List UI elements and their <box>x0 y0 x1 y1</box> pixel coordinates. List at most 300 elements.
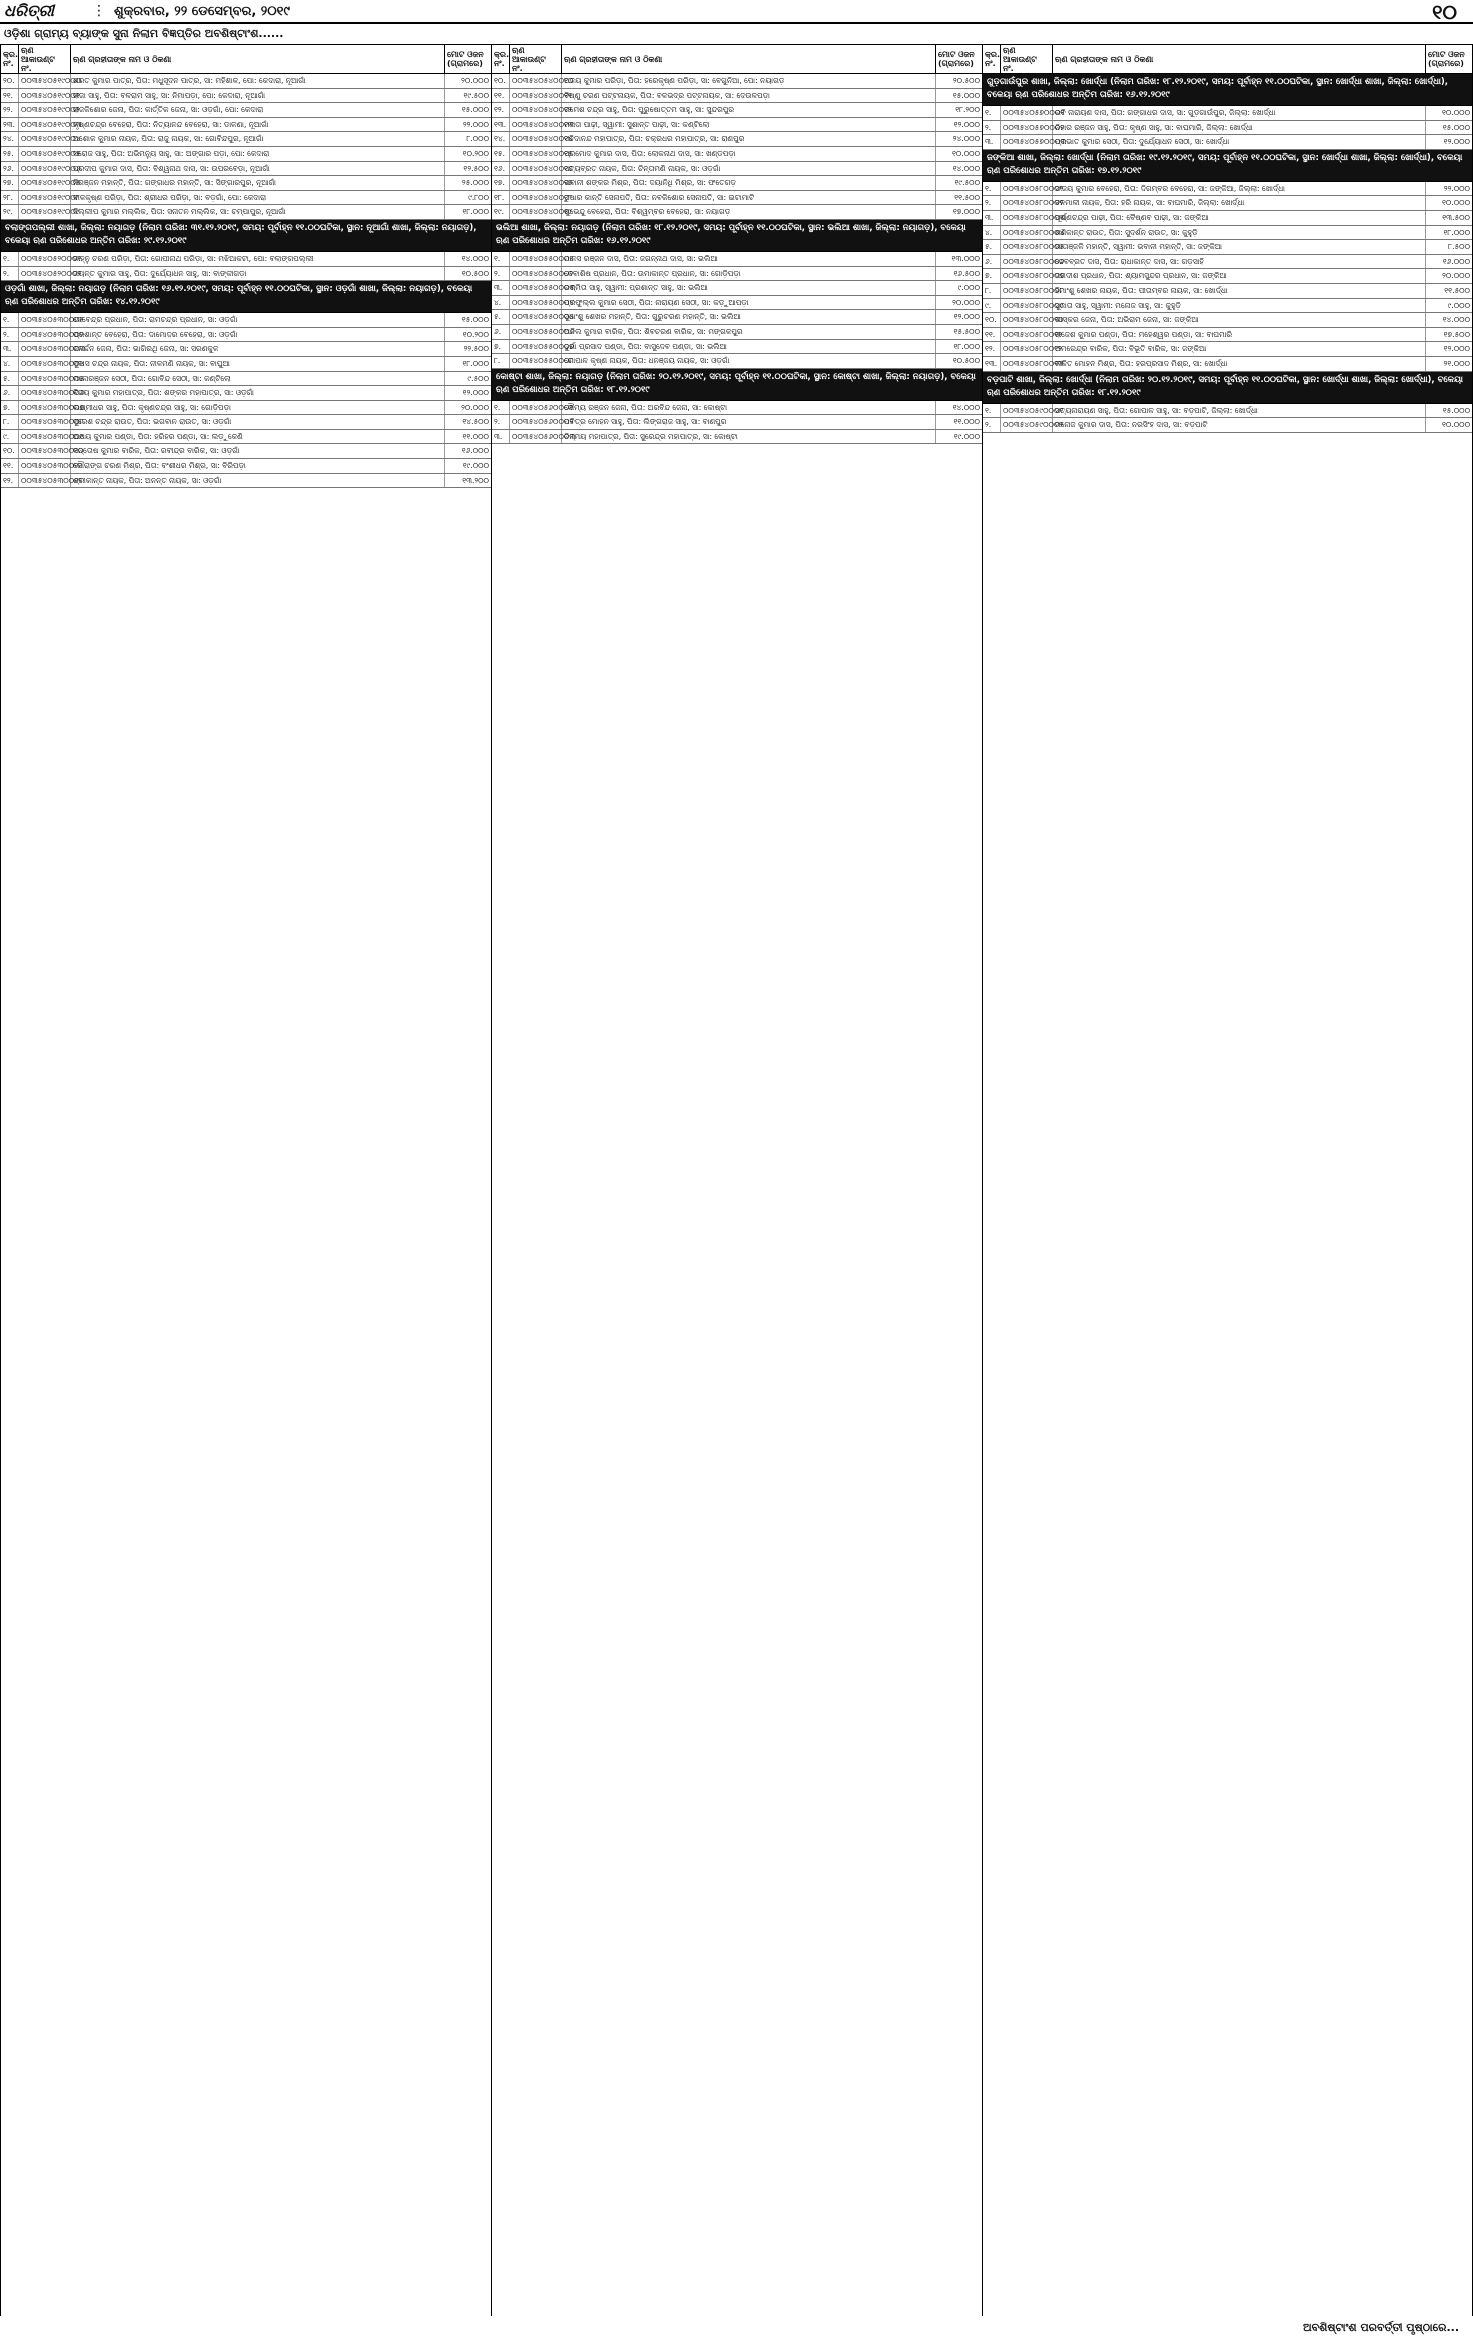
cell-weight: ୧୮.୦୦୦ <box>1443 227 1470 237</box>
table-row <box>1 342 491 357</box>
table-row <box>492 415 982 430</box>
cell-serial: ୭. <box>983 269 1001 283</box>
cell-name: ସତ୍ୟବ୍ରତ ନାୟକ, ପିତା: ଚିନ୍ତାମଣି ନାୟକ, ସା: ଓଡ଼ଗାଁ <box>562 162 936 176</box>
header-weight: ମୋଟ ଓଜନ (ଗ୍ରାମରେ) <box>938 50 975 68</box>
cell-name: ରଶ୍ମିତା ସାହୁ, ସ୍ୱାମୀ: ପ୍ରଶାନ୍ତ ସାହୁ, ସା: ଭଲିଆ <box>562 281 936 295</box>
cell-name: ହିମାଂଶୁ ଶେଖର ନାୟକ, ପିତା: ପୀତାମ୍ବର ନାୟକ, ସା: ଖୋର୍ଦ୍ଧା <box>1053 284 1426 298</box>
cell-account: ୦୦୩୫୪୦୫୮୦୦୦୩ <box>1001 211 1053 225</box>
cell-account: ୦୦୩୫୪୦୫୮୦୦୦୫ <box>1001 240 1053 254</box>
cell-serial: ୨୯. <box>1 205 19 219</box>
cell-weight: ୧୯.୫୦୦ <box>954 178 980 188</box>
cell-serial: ୧୭. <box>492 176 510 190</box>
cell-serial: ୮. <box>1 415 19 429</box>
header-account: ଋଣ ଆକାଉଣ୍ଟ ନଂ. <box>19 45 71 73</box>
cell-serial: ୧୨. <box>1 474 19 488</box>
cell-weight: ୨୧.୦୦୦ <box>1443 358 1470 368</box>
cell-serial: ୧୩. <box>983 357 1001 371</box>
cell-account: ୦୦୩୫୪୦୫୬୦୦୦୨ <box>510 415 562 429</box>
table-row <box>1 205 491 220</box>
cell-serial: ୫. <box>1 372 19 386</box>
table-row <box>983 269 1472 284</box>
cell-account: ୦୦୩୫୪୦୫୧୯୦୦୪ <box>19 132 71 146</box>
header-name: ଋଣ ଗ୍ରହୀତାଙ୍କ ନାମ ଓ ଠିକଣା <box>562 45 936 73</box>
cell-serial: ୨୭. <box>1 176 19 190</box>
cell-account: ୦୦୩୫୪୦୫୪୦୦୧୦ <box>510 74 562 88</box>
cell-serial: ୨୩. <box>1 118 19 132</box>
table-row <box>983 106 1472 121</box>
cell-weight: ୧୦.୫୦୦ <box>461 268 489 278</box>
cell-serial: ୧୧. <box>492 89 510 103</box>
cell-weight: ୧୦.୫୦୦ <box>952 356 980 366</box>
cell-account: ୦୦୩୫୪୦୫୮୦୦୧୧ <box>1001 328 1053 342</box>
cell-account: ୦୦୩୫୪୦୫୮୦୦୧୦ <box>1001 313 1053 327</box>
cell-serial: ୧୨. <box>983 342 1001 356</box>
cell-name: ସତ୍ୟନାରାୟଣ ସାହୁ, ପିତା: ଗୋପାଳ ସାହୁ, ସା: ବଡ଼ପାଟି, ଜିଲ୍ଲା: ଖୋର୍ଦ୍ଧା <box>1053 404 1426 418</box>
cell-name: ଦିଲ୍ଲୀପ କୁମାର ମଲ୍ଲିକ, ପିତା: ସନାତନ ମଲ୍ଲିକ, ସା: ଚମ୍ପାପୁର, ନୂଆଗାଁ <box>71 205 445 219</box>
header-serial: କ୍ର. ନଂ. <box>492 45 510 73</box>
cell-serial: ୧. <box>983 404 1001 418</box>
cell-weight: ୧୫.୦୦୦ <box>1442 122 1470 132</box>
cell-account: ୦୦୩୫୪୦୫୧୯୦୦୮ <box>19 191 71 205</box>
cell-weight: ୨୦.୦୦୦ <box>1442 271 1470 281</box>
cell-serial: ୨. <box>492 415 510 429</box>
cell-weight: ୧୫.୦୦୦ <box>461 105 489 115</box>
cell-weight: ୨୨.୦୦୦ <box>1443 183 1470 193</box>
cell-name: ରାଜକିଶୋର ଜେନା, ପିତା: କାର୍ତ୍ତିକ ଜେନା, ସା: ଓଡ଼ଗାଁ, ପୋ: କେଦାରା <box>71 103 445 117</box>
cell-weight: ୯.୫୦୦ <box>467 373 489 383</box>
cell-account: ୦୦୩୫୪୦୫୧୯୦୦୧ <box>19 89 71 103</box>
cell-weight: ୧୫.୦୦୦ <box>1442 405 1470 415</box>
cell-weight: ୧୦.୦୦୦ <box>1441 108 1470 117</box>
table-row <box>983 240 1472 255</box>
cell-account: ୦୦୩୫୪୦୫୧୯୦୦୦ <box>19 74 71 88</box>
table-row <box>983 342 1472 357</box>
cell-name: ଗୀତାଞ୍ଜଳି ମହାନ୍ତି, ସ୍ୱାମୀ: ଭବାନୀ ମହାନ୍ତି, ସା: ଜଙ୍କିଆ <box>1053 240 1426 254</box>
header-weight: ମୋଟ ଓଜନ (ଗ୍ରାମରେ) <box>447 50 484 68</box>
cell-serial: ୧୯. <box>492 205 510 219</box>
cell-weight: ୧୮.୨୦୦ <box>955 105 980 115</box>
cell-serial: ୨୧. <box>1 89 19 103</box>
cell-serial: ୭. <box>1 401 19 415</box>
cell-account: ୦୦୩୫୪୦୫୧୯୦୦୯ <box>19 205 71 219</box>
table-header <box>983 44 1472 74</box>
table-header <box>1 44 491 74</box>
table-row <box>492 205 982 220</box>
table-row <box>1 252 491 267</box>
cell-account: ୦୦୩୫୪୦୫୧୯୦୦୨ <box>19 103 71 117</box>
cell-name: ସୁବାସ ଚନ୍ଦ୍ର ନାୟକ, ପିତା: ନୀଳମଣି ନାୟକ, ସା: ବାଘୁଆ <box>71 357 445 371</box>
cell-name: ମମତା ପାଢ଼ୀ, ସ୍ୱାମୀ: ସୁଶାନ୍ତ ପାଢ଼ୀ, ସା: କଣ୍ଟିଲୋ <box>562 118 936 132</box>
cell-name: ପ୍ରଦୀପ କୁମାର ଦାସ, ପିତା: ବିଶ୍ୱନାଥ ଦାସ, ସା: ଉପରବେଡ଼ା, ନୂଆଗାଁ <box>71 162 445 176</box>
cell-weight: ୧୦.୨୦୦ <box>462 148 489 158</box>
cell-name: ମନୋଜ କୁମାର ଦାସ, ପିତା: ନରସିଂହ ଦାସ, ସା: ବଡ଼ପାଟି <box>1053 418 1426 432</box>
cell-serial: ୮. <box>492 354 510 368</box>
cell-account: ୦୦୩୫୪୦୫୮୦୦୦୯ <box>1001 299 1053 313</box>
cell-account: ୦୦୩୫୪୦୫୪୦୦୧୪ <box>510 132 562 146</box>
table-row <box>983 404 1472 419</box>
cell-name: ଗୌରାଙ୍ଗ ଚରଣ ମିଶ୍ର, ପିତା: ବଂଶୀଧର ମିଶ୍ର, ସା: ବିରିପଡ଼ା <box>71 459 445 473</box>
cell-name: ରାଜା ସାହୁ, ପିତା: ବଳରାମ ସାହୁ, ସା: ନିମାପଡ଼ା, ପୋ: କେଦାରା, ନୂଆଗାଁ <box>71 89 445 103</box>
cell-account: ୦୦୩୫୪୦୫୮୦୦୦୧ <box>1001 182 1053 196</box>
cell-weight: ୨୦.୦୦୦ <box>952 297 980 307</box>
cell-account: ୦୦୩୫୪୦୫୫୦୦୦୮ <box>510 354 562 368</box>
cell-name: ରମେଶ ଚନ୍ଦ୍ର ସାହୁ, ପିତା: ପୁରୁଷୋତ୍ତମ ସାହୁ, ସା: ସୁନ୍ଦରପୁର <box>562 103 936 117</box>
cell-weight: ୧୯.୦୦୦ <box>953 431 980 441</box>
cell-name: ଅଶୋକ କୁମାର ନାୟକ, ପିତା: ରାଜୁ ନାୟକ, ସା: ଗୋବିନ୍ଦପୁର, ନୂଆଗାଁ <box>71 132 445 146</box>
table-row <box>983 284 1472 299</box>
cell-serial: ୩. <box>1 342 19 356</box>
cell-name: ଅନିଲ କୁମାର ବାରିକ, ପିତା: ଶିବଚରଣ ବାରିକ, ସା: ମଙ୍ଗଳପୁର <box>562 325 936 339</box>
table-row <box>492 325 982 340</box>
cell-serial: ୧୧. <box>983 328 1001 342</box>
header-account: ଋଣ ଆକାଉଣ୍ଟ ନଂ. <box>1001 45 1053 73</box>
cell-name: ପ୍ରଫୁଲ୍ଲ କୁମାର ସେଠୀ, ପିତା: ନାରାୟଣ ସେଠୀ, ସା: କଡ଼ୁଆପଡ଼ା <box>562 296 936 310</box>
cell-name: ସଂଜୟ କୁମାର ବେହେରା, ପିତା: ଦିଗମ୍ବର ବେହେରା, ସା: ଜଙ୍କିଆ, ଜିଲ୍ଲା: ଖୋର୍ଦ୍ଧା <box>1053 182 1426 196</box>
cell-serial: ୧. <box>1 252 19 266</box>
cell-account: ୦୦୩୫୪୦୫୬୦୦୦୧ <box>510 401 562 415</box>
cell-account: ୦୦୩୫୪୦୫୩୦୦୦୨ <box>19 328 71 342</box>
masthead <box>0 0 1473 24</box>
cell-account: ୦୦୩୫୪୦୫୪୦୦୧୨ <box>510 103 562 117</box>
cell-name: ପ୍ରମୋଦ କୁମାର ଦାସ, ପିତା: ଲୋକନାଥ ଦାସ, ସା: ଖଣ୍ଡପଡ଼ା <box>562 147 936 161</box>
branch-banner: ଜଙ୍କିଆ ଶାଖା, ଜିଲ୍ଲା: ଖୋର୍ଦ୍ଧା (ନିଲାମ ତାରିଖ: ୧୯.୧୨.୨୦୧୯, ସମୟ: ପୂର୍ବାହ୍ନ ୧୧.୦୦ଘଟିକା, ସ୍ଥାନ: ଖୋର୍ଦ୍ଧା ଶାଖା, ଜିଲ୍ଲା: ଖୋର୍ଦ୍ଧା), ବକେୟା ଋଣ ପରିଶୋଧର ଅନ୍ତିମ ତାରିଖ: ୧୭.୧୨.୨୦୧୯ <box>983 150 1472 182</box>
cell-weight: ୧୧.୦୦୦ <box>953 417 980 427</box>
cell-serial: ୩. <box>983 135 1001 149</box>
branch-banner: ଭଲିଆ ଶାଖା, ଜିଲ୍ଲା: ନୟାଗଡ଼ (ନିଲାମ ତାରିଖ: ୧୮.୧୨.୨୦୧୯, ସମୟ: ପୂର୍ବାହ୍ନ ୧୧.୦୦ଘଟିକା, ସ୍ଥାନ: ଭଲିଆ ଶାଖା, ଜିଲ୍ଲା: ନୟାଗଡ଼), ବକେୟା ଋଣ ପରିଶୋଧର ଅନ୍ତିମ ତାରିଖ: ୧୬.୧୨.୨୦୧୯ <box>492 220 982 252</box>
table-row <box>1 430 491 445</box>
cell-account: ୦୦୩୫୪୦୫୩୦୦୧୧ <box>19 459 71 473</box>
cell-account: ୦୦୩୫୪୦୫୪୦୦୧୭ <box>510 176 562 190</box>
cell-weight: ୧୬.୦୦୦ <box>461 446 489 456</box>
cell-name: ଚିନ୍ମୟ ମହାପାତ୍ର, ପିତା: ସୁରେନ୍ଦ୍ର ମହାପାତ୍ର, ସା: କୋଷ୍ଟା <box>562 430 936 444</box>
newspaper-logo: ଧରିତ୍ରୀ <box>4 1 54 20</box>
cell-account: ୦୦୩୫୪୦୫୨୦୦୦୧ <box>19 252 71 266</box>
header-name: ଋଣ ଗ୍ରହୀତାଙ୍କ ନାମ ଓ ଠିକଣା <box>71 45 445 73</box>
table-row <box>983 299 1472 314</box>
cell-account: ୦୦୩୫୪୦୫୮୦୦୧୩ <box>1001 357 1053 371</box>
cell-weight: ୧୧.୦୦୦ <box>462 431 489 441</box>
cell-weight: ୧୨.୫୦୦ <box>463 163 489 173</box>
cell-account: ୦୦୩୫୪୦୫୧୯୦୦୩ <box>19 118 71 132</box>
table-row <box>1 74 491 89</box>
table-header <box>492 44 982 74</box>
cell-weight: ୧୪.୦୦୦ <box>461 253 489 263</box>
cell-serial: ୧. <box>983 182 1001 196</box>
table-row <box>492 267 982 282</box>
cell-serial: ୧୨. <box>492 103 510 117</box>
cell-serial: ୨୮. <box>1 191 19 205</box>
cell-account: ୦୦୩୫୪୦୫୭୦୦୦୩ <box>1001 135 1053 149</box>
table-row <box>1 267 491 282</box>
cell-weight: ୧୭.୦୦୦ <box>952 207 980 217</box>
cell-account: ୦୦୩୫୪୦୫୩୦୦୧୦ <box>19 444 71 458</box>
cell-name: ପୂର୍ଣ୍ଣଚନ୍ଦ୍ର ପାଢ଼ୀ, ପିତା: ବୈଷ୍ଣବ ପାଢ଼ୀ, ସା: ଜଙ୍କିଆ <box>1053 211 1426 225</box>
cell-account: ୦୦୩୫୪୦୫୪୦୦୧୩ <box>510 118 562 132</box>
header-account: ଋଣ ଆକାଉଣ୍ଟ ନଂ. <box>510 45 562 73</box>
cell-account: ୦୦୩୫୪୦୫୪୦୦୧୮ <box>510 191 562 205</box>
cell-weight: ୧୮.୦୦୦ <box>462 358 489 368</box>
cell-account: ୦୦୩୫୪୦୫୬୦୦୦୩ <box>510 430 562 444</box>
table-row <box>492 191 982 206</box>
cell-weight: ୧୬.୫୦୦ <box>953 268 980 278</box>
cell-weight: ୧୦.୦୦୦ <box>1441 420 1470 430</box>
cell-account: ୦୦୩୫୪୦୫୪୦୦୧୬ <box>510 162 562 176</box>
cell-weight: ୧୦.୨୦୦ <box>462 329 489 339</box>
cell-serial: ୪. <box>1 357 19 371</box>
cell-name: ପ୍ରଭାତ କୁମାର ସେଠୀ, ପିତା: ଦୁର୍ଯ୍ୟୋଧନ ସେଠୀ, ସା: ଖୋର୍ଦ୍ଧା <box>1053 135 1426 149</box>
cell-serial: ୨. <box>983 121 1001 135</box>
cell-weight: ୧୨.୦୦୦ <box>462 388 489 398</box>
cell-serial: ୨୦. <box>1 74 19 88</box>
cell-serial: ୯. <box>1 430 19 444</box>
cell-weight: ୧୭.୫୦୦ <box>1443 329 1470 339</box>
cell-name: ରାଜେଶ କୁମାର ପଣ୍ଡା, ପିତା: ମହେଶ୍ୱର ପଣ୍ଡା, ସା: ବାଘମାରି <box>1053 328 1426 342</box>
table-row <box>492 132 982 147</box>
cell-serial: ୨. <box>1 267 19 281</box>
cell-account: ୦୦୩୫୪୦୫୭୦୦୦୧ <box>1001 106 1053 120</box>
cell-serial: ୯. <box>983 299 1001 313</box>
cell-weight: ୧୫.୦୦୦ <box>461 315 489 325</box>
cell-serial: ୬. <box>1 386 19 400</box>
header-serial: କ୍ର. ନଂ. <box>983 45 1001 73</box>
cell-account: ୦୦୩୫୪୦୫୩୦୦୦୬ <box>19 386 71 400</box>
cell-serial: ୭. <box>492 340 510 354</box>
cell-weight: ୧୮.୦୦୦ <box>462 207 489 217</box>
cell-account: ୦୦୩୫୪୦୫୩୦୦୧୨ <box>19 474 71 488</box>
branch-banner: ବଲାଙ୍ଗପଲ୍ଲୀ ଶାଖା, ଜିଲ୍ଲା: ନୟାଗଡ଼ (ନିଲାମ ତାରିଖ: ୩୧.୧୨.୨୦୧୯, ସମୟ: ପୂର୍ବାହ୍ନ ୧୧.୦୦ଘଟିକା, ସ୍ଥାନ: ନୂଆଗାଁ ଶାଖା, ଜିଲ୍ଲା: ନୟାଗଡ଼), ବକେୟା ଋଣ ପରିଶୋଧର ଅନ୍ତିମ ତାରିଖ: ୨୯.୧୨.୨୦୧୯ <box>1 220 491 252</box>
cell-account: ୦୦୩୫୪୦୫୩୦୦୦୫ <box>19 372 71 386</box>
cell-name: ନିରଞ୍ଜନ ମହାନ୍ତି, ପିତା: ଗଙ୍ଗାଧର ମହାନ୍ତି, ସା: ସିଙ୍ଗାରପୁର, ନୂଆଗାଁ <box>71 176 445 190</box>
table-row <box>1 118 491 133</box>
cell-name: ଶଶିକାନ୍ତ ରାଉତ, ପିତା: ସୁଦର୍ଶନ ରାଉତ, ସା: କୁହୁଡ଼ି <box>1053 226 1426 240</box>
table-row <box>1 191 491 206</box>
cell-account: ୦୦୩୫୪୦୫୩୦୦୦୧ <box>19 313 71 327</box>
cell-account: ୦୦୩୫୪୦୫୫୦୦୦୩ <box>510 281 562 295</box>
cell-serial: ୬. <box>492 325 510 339</box>
cell-account: ୦୦୩୫୪୦୫୫୦୦୦୧ <box>510 252 562 266</box>
cell-serial: ୧୫. <box>492 147 510 161</box>
cell-weight: ୨୪.୦୦୦ <box>952 134 980 144</box>
table-row <box>1 357 491 372</box>
table-row <box>1 372 491 387</box>
table-row <box>983 357 1472 372</box>
branch-banner: ଓଡ଼ଗାଁ ଶାଖା, ଜିଲ୍ଲା: ନୟାଗଡ଼ (ନିଲାମ ତାରିଖ: ୧୬.୧୨.୨୦୧୯, ସମୟ: ପୂର୍ବାହ୍ନ ୧୧.୦୦ଘଟିକା, ସ୍ଥାନ: ଓଡ଼ଗାଁ ଶାଖା, ଜିଲ୍ଲା: ନୟାଗଡ଼), ବକେୟା ଋଣ ପରିଶୋଧର ଅନ୍ତିମ ତାରିଖ: ୧୪.୧୨.୨୦୧୯ <box>1 281 491 313</box>
cell-name: ଅକ୍ଷୟ କୁମାର ପଣ୍ଡା, ପିତା: ହରିହର ପଣ୍ଡା, ସା: ଲଡ଼ୁକେଣି <box>71 430 445 444</box>
cell-account: ୦୦୩୫୪୦୫୪୦୦୧୫ <box>510 147 562 161</box>
branch-banner: ବଡ଼ପାଟି ଶାଖା, ଜିଲ୍ଲା: ଖୋର୍ଦ୍ଧା (ନିଲାମ ତାରିଖ: ୨୦.୧୨.୨୦୧୯, ସମୟ: ପୂର୍ବାହ୍ନ ୧୧.୦୦ଘଟିକା, ସ୍ଥାନ: ଖୋର୍ଦ୍ଧା ଶାଖା, ଜିଲ୍ଲା: ଖୋର୍ଦ୍ଧା), ବକେୟା ଋଣ ପରିଶୋଧର ଅନ୍ତିମ ତାରିଖ: ୧୮.୧୨.୨୦୧୯ <box>983 372 1472 404</box>
cell-name: ଭାସ୍କର ଜେନା, ପିତା: ଅଭିରାମ ଜେନା, ସା: ଜଙ୍କିଆ <box>1053 313 1426 327</box>
cell-name: ଜନାର୍ଦ୍ଦନ ଜେନା, ପିତା: ଭାଗିରଥି ଜେନା, ସା: ସରଣକୁଳ <box>71 342 445 356</box>
cell-weight: ୨୨.୫୦୦ <box>463 344 489 354</box>
header-name: ଋଣ ଗ୍ରହୀତାଙ୍କ ନାମ ଓ ଠିକଣା <box>1053 45 1426 73</box>
cell-serial: ୨୫. <box>1 147 19 161</box>
cell-account: ୦୦୩୫୪୦୫୮୦୦୦୭ <box>1001 269 1053 283</box>
cell-serial: ୪. <box>492 296 510 310</box>
cell-name: ବନମାଳୀ ନାୟକ, ପିତା: ହରି ନାୟକ, ସା: ବାଘମାରି, ଜିଲ୍ଲା: ଖୋର୍ଦ୍ଧା <box>1053 196 1426 210</box>
table-row <box>1 444 491 459</box>
table-row <box>983 121 1472 136</box>
cell-weight: ୧୧.୫୦୦ <box>954 192 980 202</box>
cell-weight: ୧୩.୦୦୦ <box>951 253 980 263</box>
cell-weight: ୧୯.୦୦୦ <box>462 461 489 471</box>
cell-name: ଭବାନୀ ଶଙ୍କର ମିଶ୍ର, ପିତା: ଦୟାନିଧି ମିଶ୍ର, ସା: ଫତେଗଡ଼ <box>562 176 936 190</box>
cell-account: ୦୦୩୫୪୦୫୫୦୦୦୪ <box>510 296 562 310</box>
cell-account: ୦୦୩୫୪୦୫୩୦୦୦୯ <box>19 430 71 444</box>
cell-weight: ୯.୦୦୦ <box>957 283 980 293</box>
cell-weight: ୧୨.୦୦୦ <box>953 312 980 322</box>
cell-weight: ୨୦.୦୦୦ <box>461 76 489 85</box>
cell-account: ୦୦୩୫୪୦୫୯୦୦୦୧ <box>1001 404 1053 418</box>
table-row <box>983 255 1472 270</box>
cell-name: ଶୁଭେନ୍ଦୁ ବେହେରା, ପିତା: ବିଶ୍ୱମ୍ବର ବେହେରା, ସା: ନୟାଗଡ଼ <box>562 205 936 219</box>
cell-weight: ୧୬.୦୦୦ <box>1442 256 1470 266</box>
cell-account: ୦୦୩୫୪୦୫୯୦୦୦୨ <box>1001 418 1053 432</box>
cell-weight: ୨୦.୦୦୦ <box>461 402 489 412</box>
cell-serial: ୨. <box>1 328 19 342</box>
cell-weight: ୧୨.୦୦୦ <box>1443 137 1470 147</box>
table-row <box>492 74 982 89</box>
cell-serial: ୨୨. <box>1 103 19 117</box>
cell-weight: ୨୨.୦୦୦ <box>462 119 489 129</box>
cell-name: ସନ୍ତୋଷ କୁମାର ବାରିକ, ପିତା: ରବୀନ୍ଦ୍ର ବାରିକ, ସା: ଓଡ଼ଗାଁ <box>71 444 445 458</box>
cell-serial: ୩. <box>983 211 1001 225</box>
cell-account: ୦୦୩୫୪୦୫୩୦୦୦୭ <box>19 401 71 415</box>
table-row <box>492 176 982 191</box>
table-row <box>983 328 1472 343</box>
table-row <box>1 328 491 343</box>
cell-weight: ୮.୫୦୦ <box>1448 242 1470 252</box>
cell-account: ୦୦୩୫୪୦୫୩୦୦୦୮ <box>19 415 71 429</box>
cell-account: ୦୦୩୫୪୦୫୮୦୦୦୪ <box>1001 226 1053 240</box>
table-row <box>1 132 491 147</box>
cell-name: ପବିତ୍ର ମୋହନ ସାହୁ, ପିତା: ଲିଙ୍ଗରାଜ ସାହୁ, ସା: ବାଣପୁର <box>562 415 936 429</box>
cell-weight: ୧୦.୦୦୦ <box>1441 198 1470 208</box>
table-row <box>1 474 491 489</box>
table-row <box>1 103 491 118</box>
masthead-date: ଶୁକ୍ରବାର, ୨୨ ଡେସେମ୍ବର, ୨୦୧୯ <box>114 3 290 19</box>
table-row <box>983 182 1472 197</box>
cell-weight: ୧୯.୫୦୦ <box>463 90 489 100</box>
masthead-separator: ⋮ <box>92 3 106 19</box>
cell-name: ନିହାର ରଞ୍ଜନ ସାହୁ, ପିତା: କୃଷ୍ଣ ସାହୁ, ସା: ବାଘମାରି, ଜିଲ୍ଲା: ଖୋର୍ଦ୍ଧା <box>1053 121 1426 135</box>
cell-name: ପ୍ରଶାନ୍ତ ବେହେରା, ପିତା: ଦାମୋଦର ବେହେରା, ସା: ଓଡ଼ଗାଁ <box>71 328 445 342</box>
cell-weight: ୧୪.୦୦୦ <box>952 163 980 173</box>
cell-serial: ୮. <box>983 284 1001 298</box>
cell-name: ଦେବାଶିଷ ପ୍ରଧାନ, ପିତା: ଉମାକାନ୍ତ ପ୍ରଧାନ, ସା: ଗୋଡ଼ିପଡ଼ା <box>562 267 936 281</box>
cell-name: ସୁଜାତା ସାହୁ, ସ୍ୱାମୀ: ମନୋଜ ସାହୁ, ସା: କୁହୁଡ଼ି <box>1053 299 1426 313</box>
cell-account: ୦୦୩୫୪୦୫୩୦୦୦୩ <box>19 342 71 356</box>
notice-column <box>982 44 1473 2316</box>
cell-serial: ୨. <box>983 196 1001 210</box>
table-row <box>492 89 982 104</box>
cell-name: ଅଜୟ କୁମାର ପରିଡ଼ା, ପିତା: ହରେକୃଷ୍ଣ ପରିଡ଼ା, ସା: ବେଗୁନିଆ, ପୋ: ନୟାଗଡ଼ <box>562 74 936 88</box>
cell-serial: ୧୩. <box>492 118 510 132</box>
cell-serial: ୧୧. <box>1 459 19 473</box>
cell-serial: ୫. <box>983 240 1001 254</box>
cell-account: ୦୦୩୫୪୦୫୮୦୦୦୨ <box>1001 196 1053 210</box>
cell-serial: ୧୮. <box>492 191 510 205</box>
cell-name: ବାଳକୃଷ୍ଣ ପରିଡ଼ା, ପିତା: ଶ୍ରୀଧର ପରିଡ଼ା, ସା: ବଡ଼ଗାଁ, ପୋ: କେଦାରା <box>71 191 445 205</box>
cell-name: କୃଷ୍ଣଚନ୍ଦ୍ର ବେହେରା, ପିତା: ନିତ୍ୟାନନ୍ଦ ବେହେରା, ସା: ଡାଳଣା, ନୂଆଗାଁ <box>71 118 445 132</box>
branch-banner: ଗୁଡ଼ଗାଉଁପୁର ଶାଖା, ଜିଲ୍ଲା: ଖୋର୍ଦ୍ଧା (ନିଲାମ ତାରିଖ: ୧୮.୧୨.୨୦୧୯, ସମୟ: ପୂର୍ବାହ୍ନ ୧୧.୦୦ଘଟିକା, ସ୍ଥାନ: ଖୋର୍ଦ୍ଧା ଶାଖା, ଜିଲ୍ଲା: ଖୋର୍ଦ୍ଧା), ବକେୟା ଋଣ ପରିଶୋଧର ଅନ୍ତିମ ତାରିଖ: ୧୬.୧୨.୨୦୧୯ <box>983 74 1472 106</box>
cell-name: ଦେବେନ୍ଦ୍ର ପ୍ରଧାନ, ପିତା: ରାମଚନ୍ଦ୍ର ପ୍ରଧାନ, ସା: ଓଡ଼ଗାଁ <box>71 313 445 327</box>
table-row <box>983 418 1472 433</box>
cell-weight: ୮.୦୦୦ <box>466 134 489 144</box>
table-row <box>492 162 982 177</box>
table-row <box>492 401 982 416</box>
cell-weight: ୨୫.୦୦୦ <box>461 178 489 188</box>
table-row <box>492 281 982 296</box>
cell-name: ସୁଧାଂଶୁ ଶେଖର ମହାନ୍ତି, ପିତା: ଗୁରୁଚରଣ ମହାନ୍ତି, ସା: ଭଲିଆ <box>562 310 936 324</box>
header-serial: କ୍ର. ନଂ. <box>1 45 19 73</box>
table-row <box>1 313 491 328</box>
cell-serial: ୧୪. <box>492 132 510 146</box>
cell-account: ୦୦୩୫୪୦୫୪୦୦୧୧ <box>510 89 562 103</box>
cell-account: ୦୦୩୫୪୦୫୫୦୦୦୨ <box>510 267 562 281</box>
notice-columns <box>0 44 1473 2316</box>
cell-serial: ୩. <box>492 281 510 295</box>
table-row <box>983 226 1472 241</box>
cell-name: ସଚ୍ଚିଦାନନ୍ଦ ମହାପାତ୍ର, ପିତା: ଚକ୍ରଧର ମହାପାତ୍ର, ସା: ରାଣପୁର <box>562 132 936 146</box>
page-number: ୧୦ <box>1432 0 1457 24</box>
cell-account: ୦୦୩୫୪୦୫୪୦୦୧୯ <box>510 205 562 219</box>
cell-serial: ୧୬. <box>492 162 510 176</box>
cell-serial: ୩. <box>492 430 510 444</box>
cell-account: ୦୦୩୫୪୦୫୮୦୦୦୬ <box>1001 255 1053 269</box>
cell-serial: ୨. <box>492 267 510 281</box>
table-row <box>983 135 1472 150</box>
branch-banner: କୋଷ୍ଟା ଶାଖା, ଜିଲ୍ଲା: ନୟାଗଡ଼ (ନିଲାମ ତାରିଖ: ୨୦.୧୨.୨୦୧୯, ସମୟ: ପୂର୍ବାହ୍ନ ୧୧.୦୦ଘଟିକା, ସ୍ଥାନ: କୋଷ୍ଟା ଶାଖା, ଜିଲ୍ଲା: ନୟାଗଡ଼), ବକେୟା ଋଣ ପରିଶୋଧର ଅନ୍ତିମ ତାରିଖ: ୧୮.୧୨.୨୦୧୯ <box>492 369 982 401</box>
table-row <box>1 401 491 416</box>
cell-name: ଦୁର୍ଗା ପ୍ରସାଦ ପଣ୍ଡା, ପିତା: ବାସୁଦେବ ପଣ୍ଡା, ସା: ଭଲିଆ <box>562 340 936 354</box>
notice-column <box>0 44 491 2316</box>
table-row <box>492 296 982 311</box>
cell-name: ସୁରେଶ ଚନ୍ଦ୍ର ରାଉତ, ପିତା: ଭଗବାନ ରାଉତ, ସା: ଓଡ଼ଗାଁ <box>71 415 445 429</box>
cell-serial: ୫. <box>492 310 510 324</box>
cell-serial: ୧୦. <box>492 74 510 88</box>
table-row <box>492 430 982 445</box>
cell-serial: ୨୬. <box>1 162 19 176</box>
table-row <box>492 252 982 267</box>
cell-name: ଲକ୍ଷ୍ମୀଧର ସାହୁ, ପିତା: କୃଷ୍ଣଚନ୍ଦ୍ର ସାହୁ, ସା: ଗୋଡ଼ିପଡ଼ା <box>71 401 445 415</box>
cell-serial: ୧. <box>492 252 510 266</box>
cell-serial: ୧. <box>492 401 510 415</box>
cell-name: ତୁଷାର କାନ୍ତି ସେନାପତି, ପିତା: ନବକିଶୋର ସେନାପତି, ସା: ଇଟାମାଟି <box>562 191 936 205</box>
cell-serial: ୬. <box>983 255 1001 269</box>
continued-footer: ଅବଶିଷ୍ଟାଂଶ ପରବର୍ତ୍ତୀ ପୃଷ୍ଠାରେ... <box>1302 2321 1459 2334</box>
cell-weight: ୧୨.୦୦୦ <box>953 119 980 129</box>
table-row <box>983 313 1472 328</box>
table-row <box>1 176 491 191</box>
cell-name: ବିଜୟ କୁମାର ମହାପାତ୍ର, ପିତା: ଶଙ୍କର ମହାପାତ୍ର, ସା: ଓଡ଼ଗାଁ <box>71 386 445 400</box>
cell-name: ଗୋପାଳ କୃଷ୍ଣ ନାୟକ, ପିତା: ଧନଞ୍ଜୟ ନାୟକ, ସା: ଓଡ଼ଗାଁ <box>562 354 936 368</box>
cell-account: ୦୦୩୫୪୦୫୮୦୦୧୨ <box>1001 342 1053 356</box>
notice-subheading: ଓଡ଼ିଶା ଗ୍ରାମ୍ୟ ବ୍ୟାଙ୍କ ସୁନା ନିଲାମ ବିଜ୍ଞପ୍ତିର ଅବଶିଷ୍ଟାଂଶ...... <box>4 27 284 40</box>
cell-weight: ୧୩.୨୦୦ <box>462 475 489 485</box>
cell-name: ଶରତ କୁମାର ପାତ୍ର, ପିତା: ମଧୁସୂଦନ ପାତ୍ର, ସା: ମହିଶାଳ, ପୋ: କେଦାରା, ନୂଆଗାଁ <box>71 74 445 88</box>
cell-weight: ୧୧.୫୦୦ <box>1444 285 1470 295</box>
cell-weight: ୧୪.୦୦୦ <box>1442 315 1470 325</box>
cell-account: ୦୦୩୫୪୦୫୩୦୦୦୪ <box>19 357 71 371</box>
cell-serial: ୧୦. <box>983 313 1001 327</box>
cell-name: ସୌମ୍ୟ ରଞ୍ଜନ ଜେନା, ପିତା: ଅରବିନ୍ଦ ଜେନା, ସା: କୋଷ୍ଟା <box>562 401 936 415</box>
cell-serial: ୨୪. <box>1 132 19 146</box>
cell-weight: ୧୦.୦୦୦ <box>951 148 980 158</box>
cell-account: ୦୦୩୫୪୦୫୮୦୦୦୮ <box>1001 284 1053 298</box>
cell-account: ୦୦୩୫୪୦୫୨୦୦୦୨ <box>19 267 71 281</box>
cell-name: ଶ୍ରୀକାନ୍ତ ନାୟକ, ପିତା: ଅନନ୍ତ ନାୟକ, ସା: ଓଡ଼ଗାଁ <box>71 474 445 488</box>
table-row <box>1 147 491 162</box>
